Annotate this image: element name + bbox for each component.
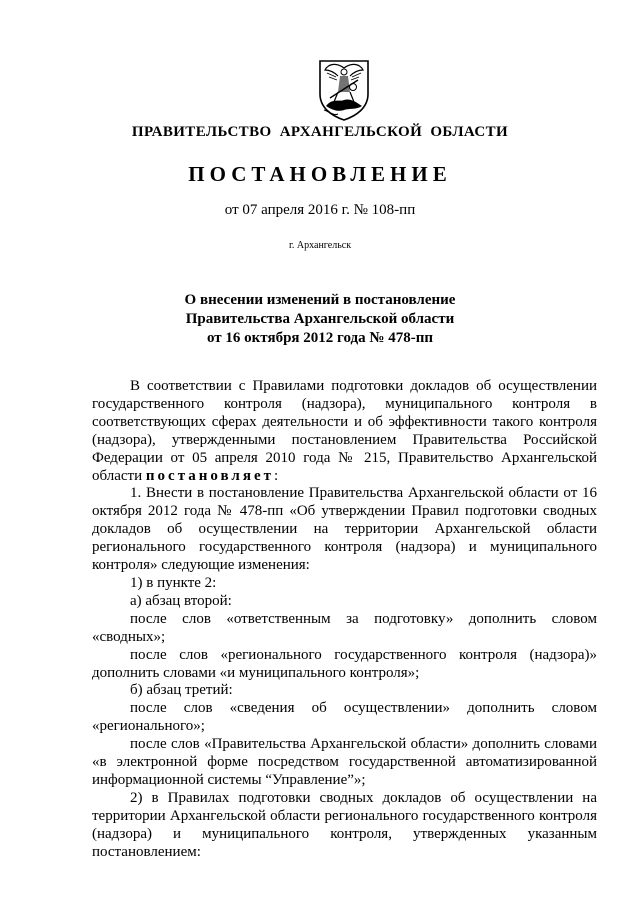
document-subject [0,291,640,348]
document-date-number: от 07 апреля 2016 г. № 108-пп [224,202,416,218]
preamble-paragraph [92,378,597,485]
subject-line-1: О внесении изменений в постановление [184,292,456,308]
item-b-text-1: после слов «сведения об осуществлении» дополнить словом «регионального»; [92,700,597,735]
item-a-text-2: после слов «регионального государственного контроля (надзора)» дополнить словами «и муниципального контроля»; [92,646,597,681]
item-1-1-paragraph: 1) в пункте 2: [130,574,217,591]
subject-line-2: Правительства Архангельской области [185,311,455,327]
item-b-heading: б) абзац третий: [130,682,233,699]
government-title: ПРАВИТЕЛЬСТВО АРХАНГЕЛЬСКОЙ ОБЛАСТИ [131,124,509,140]
coat-of-arms-icon [316,58,372,122]
decree-colon: : [274,467,279,484]
document-type-title: ПОСТАНОВЛЕНИЕ [188,162,452,186]
item-1-paragraph: 1. Внести в постановление Правительства Архангельской области от 16 октября 2012 года № 478-пп «Об утверждении Правил подготовки сводных докладов об осуществлении на территории Архангельской области регионального государственного контроля (надзора) и муниципального контроля» следующие изменения: [92,485,597,574]
preamble-text: В соответствии с Правилами подготовки докладов об осуществлении государственного контроля (надзора), муниципального контроля в соответствующих сферах деятельности и об эффективности такого контроля (надзора), утвержденными постановлением Правительства Российской Федерации от 05 апреля 2010 года № 215, Правительство Архангельской области [92,378,597,484]
subject-line-3: от 16 октября 2012 года № 478-пп [206,330,433,346]
item-a-heading: а) абзац второй: [130,592,232,609]
document-city: г. Архангельск [288,240,352,251]
document-body [92,378,597,861]
item-b-text-2: после слов «Правительства Архангельской области» дополнить словами «в электронной форме посредством государственной автоматизированной информационной системы “Управление”»; [92,736,597,788]
item-2-paragraph: 2) в Правилах подготовки сводных докладов об осуществлении на территории Архангельской области регионального государственного контроля (надзора) и муниципального контроля, утвержденных указанным постановлением: [92,789,597,860]
decree-word: постановляет [145,467,274,484]
item-a-text-1: после слов «ответственным за подготовку» дополнить словом «сводных»; [92,610,597,645]
